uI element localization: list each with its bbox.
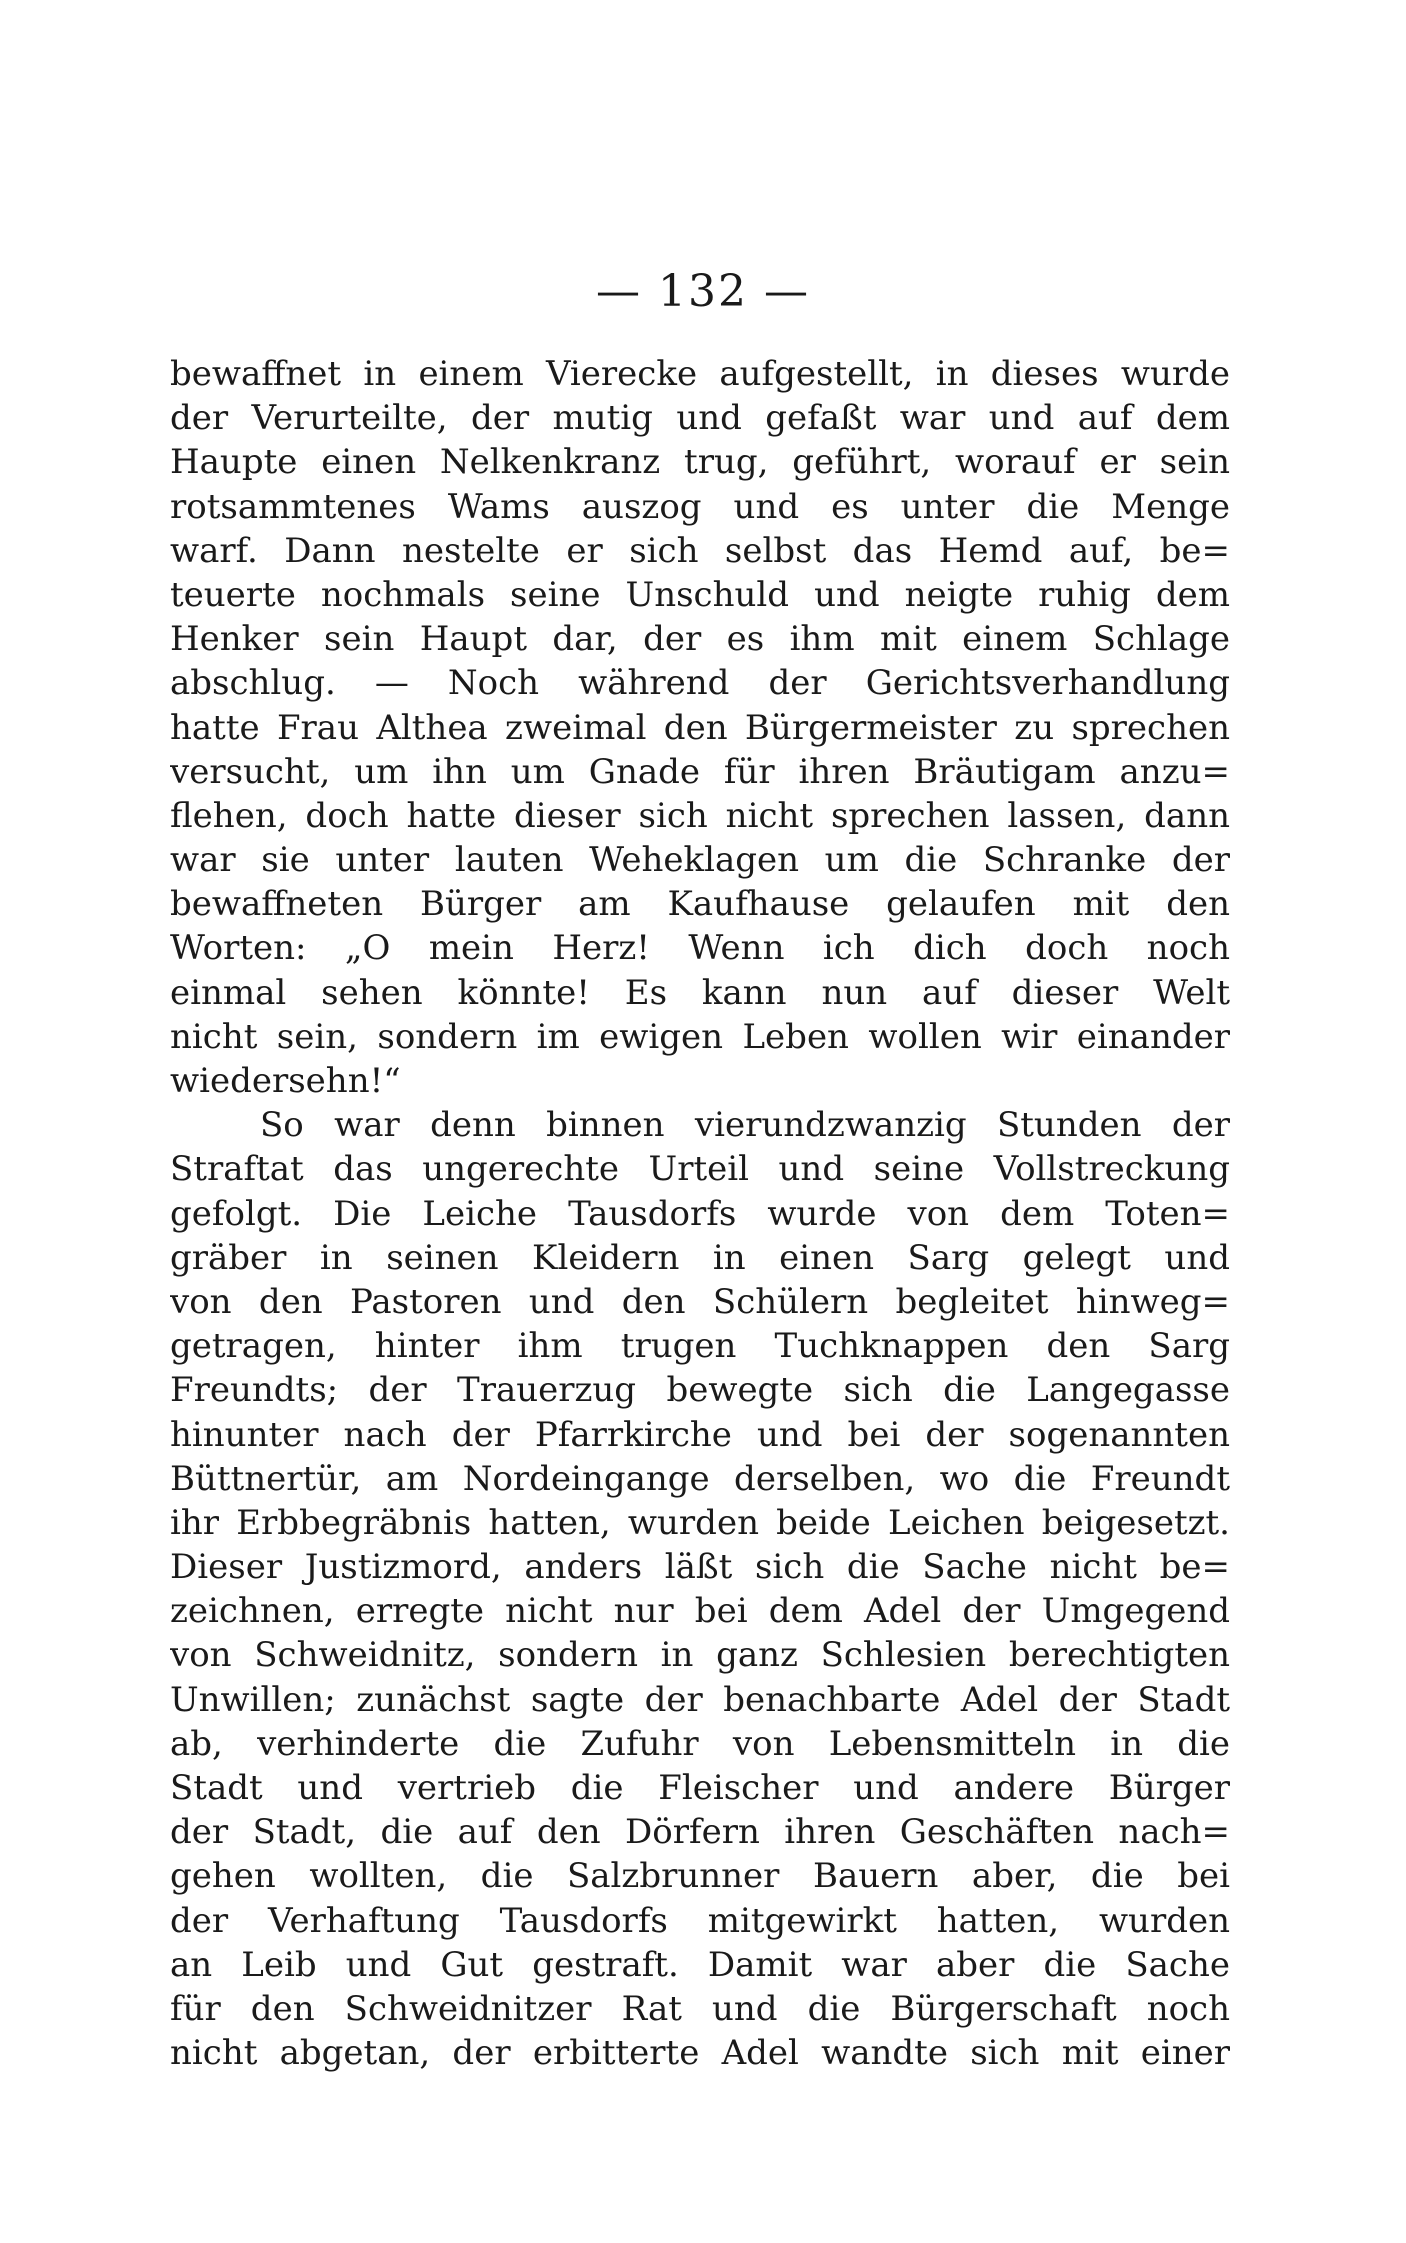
text-line-37: an Leib und Gut gestraft. Damit war aber die Sache (170, 1944, 1230, 1985)
text-line-28: Dieser Justizmord, anders läßt sich die Sache nicht be= (170, 1547, 1230, 1588)
text-line-3: Haupte einen Nelkenkranz trug, geführt, worauf er sein (170, 442, 1230, 483)
text-line-38: für den Schweidnitzer Rat und die Bürgerschaft noch (170, 1988, 1230, 2029)
text-line-25: hinunter nach der Pfarrkirche und bei der sogenannten (170, 1414, 1230, 1455)
text-line-33: Stadt und vertrieb die Fleischer und andere Bürger (170, 1768, 1230, 1808)
text-line-27: ihr Erbbegräbnis hatten, wurden beide Leichen beigesetzt. (170, 1502, 1230, 1543)
text-line-9: hatte Frau Althea zweimal den Bürgermeister zu sprechen (170, 707, 1230, 748)
text-line-39: nicht abgetan, der erbitterte Adel wandte sich mit einer (170, 2033, 1230, 2074)
text-line-2: der Verurteilte, der mutig und gefaßt war und auf dem (170, 398, 1230, 439)
text-line-24: Freundts; der Trauerzug bewegte sich die Langegasse (170, 1370, 1230, 1411)
page-number: — 132 — (596, 266, 810, 317)
text-line-23: getragen, hinter ihm trugen Tuchknappen den Sarg (170, 1326, 1230, 1367)
text-line-31: Unwillen; zunächst sagte der benachbarte Adel der Stadt (170, 1679, 1230, 1720)
text-line-26: Büttnertür, am Nordeingange derselben, wo die Freundt (170, 1458, 1230, 1499)
text-line-14: Worten: „O mein Herz! Wenn ich dich doch noch (170, 928, 1230, 969)
text-line-15: einmal sehen könnte! Es kann nun auf dieser Welt (170, 972, 1230, 1013)
text-line-35: gehen wollten, die Salzbrunner Bauern aber, die bei (170, 1856, 1230, 1897)
text-line-4: rotsammtenes Wams auszog und es unter die Menge (170, 486, 1230, 527)
text-line-12: war sie unter lauten Weheklagen um die Schranke der (170, 840, 1230, 881)
text-line-5: warf. Dann nestelte er sich selbst das Hemd auf, be= (170, 530, 1230, 571)
text-line-21: gräber in seinen Kleidern in einen Sarg gelegt und (170, 1237, 1230, 1278)
text-line-18: So war denn binnen vierundzwanzig Stunden der (260, 1105, 1230, 1146)
text-line-36: der Verhaftung Tausdorfs mitgewirkt hatten, wurden (170, 1900, 1230, 1941)
text-line-10: versucht, um ihn um Gnade für ihren Bräutigam anzu= (170, 751, 1230, 792)
text-line-30: von Schweidnitz, sondern in ganz Schlesien berechtigten (170, 1635, 1230, 1676)
text-line-17: wiedersehn!“ (170, 1061, 401, 1101)
text-line-8: abschlug. — Noch während der Gerichtsverhandlung (170, 663, 1230, 704)
body-text (170, 352, 1230, 2075)
text-line-1: bewaffnet in einem Vierecke aufgestellt, in dieses wurde (170, 354, 1230, 394)
text-line-20: gefolgt. Die Leiche Tausdorfs wurde von dem Toten= (170, 1193, 1230, 1234)
text-line-29: zeichnen, erregte nicht nur bei dem Adel der Umgegend (170, 1591, 1230, 1632)
text-line-19: Straftat das ungerechte Urteil und seine Vollstreckung (170, 1149, 1230, 1190)
text-line-32: ab, verhinderte die Zufuhr von Lebensmitteln in die (170, 1723, 1230, 1764)
text-line-34: der Stadt, die auf den Dörfern ihren Geschäften nach= (170, 1812, 1230, 1853)
text-line-16: nicht sein, sondern im ewigen Leben wollen wir einander (170, 1016, 1230, 1057)
text-line-11: flehen, doch hatte dieser sich nicht sprechen lassen, dann (170, 795, 1230, 836)
text-line-7: Henker sein Haupt dar, der es ihm mit einem Schlage (170, 619, 1230, 660)
text-line-22: von den Pastoren und den Schülern begleitet hinweg= (170, 1281, 1230, 1322)
text-line-13: bewaffneten Bürger am Kaufhause gelaufen mit den (170, 884, 1230, 925)
text-line-6: teuerte nochmals seine Unschuld und neigte ruhig dem (170, 574, 1230, 615)
